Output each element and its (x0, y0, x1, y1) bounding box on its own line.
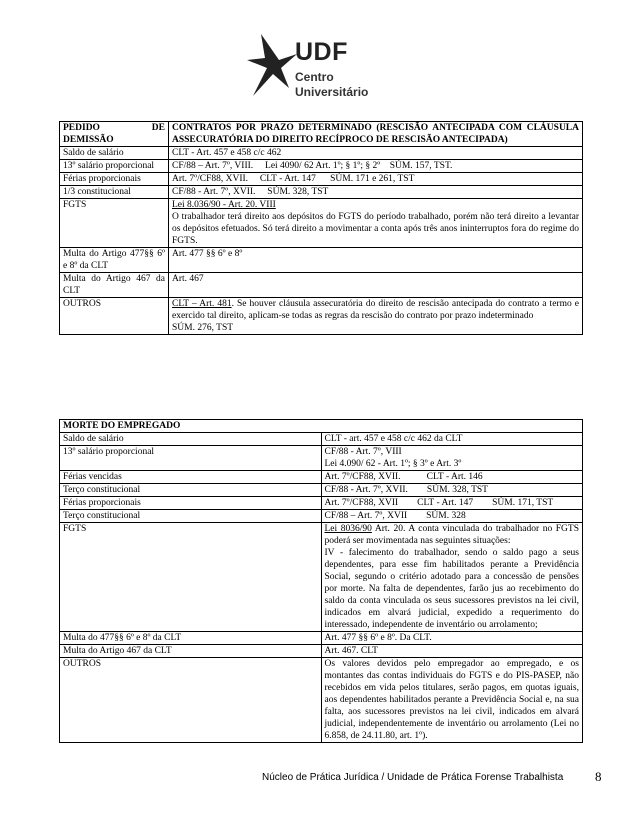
row-label: Multa do Artigo 467 da CLT (60, 645, 322, 658)
fgts-text: O trabalhador terá direito aos depósitos do FGTS do período trabalhado, porém não terá direito a levantar os depósitos efetuados. Só terá direito a movimentar a conta após três anos ininterruptos fora do regime do FGTS. (172, 212, 579, 246)
logo-line2: Universitário (295, 85, 369, 99)
row-value (169, 199, 583, 248)
table-row (60, 433, 583, 446)
table-row (60, 497, 583, 510)
fgts-text-2: IV - falecimento do trabalhador, sendo o saldo pago a seus dependentes, para esse fim habilitados perante a Previdência Social, segundo o critério adotado para a concessão de pensões por morte. Na falta de dependentes, farão jus ao recebimento do saldo da conta vinculada os seus sucessores previstos na lei civil, indicados em alvará judicial, expedido a requerimento do interessado, independente de inventário ou arrolamento; (324, 548, 579, 630)
row-value: CLT - Art. 457 e 458 c/c 462 (169, 147, 583, 160)
table-row (60, 173, 583, 186)
head-col1: PEDIDO DE DEMISSÃO (60, 122, 169, 147)
row-label: Férias vencidas (60, 471, 322, 484)
row-value: CF/88 - Art. 7º, XVII. SÚM. 328, TST (169, 186, 583, 199)
row-value (169, 298, 583, 335)
table-title: MORTE DO EMPREGADO (60, 420, 583, 433)
logo-line1: Centro (295, 70, 334, 84)
page-number: 8 (595, 769, 602, 784)
footer-text: Núcleo de Prática Jurídica / Unidade de Prática Forense Trabalhista (262, 772, 564, 783)
row-value: CLT - art. 457 e 458 c/c 462 da CLT (321, 433, 583, 446)
row-label: Saldo de salário (60, 433, 322, 446)
fgts-law-link: Lei 8036/90 (324, 524, 372, 534)
row-value: Os valores devidos pelo empregador ao empregado, e os montantes das contas individuais do FGTS e do PIS-PASEP, não recebidos em vida pelos titulares, serão pagos, em quotas iguais, aos dependentes habilitados perante a Previdência Social e, na sua falta, aos sucessores previstos na lei civil, indicados em alvará judicial, independentemente de inventário ou arrolamento (Lei no 6.858, de 24.11.80, art. 1º). (321, 658, 583, 743)
row-value-b: Lei 4.090/ 62 - Art. 1º; § 3º e Art. 3º (324, 459, 462, 469)
star-logo-icon (243, 30, 303, 110)
table-row (60, 248, 583, 273)
row-value: Art. 7º/CF88, XVII. CLT - Art. 147 SÚM. 171 e 261, TST (169, 173, 583, 186)
row-value: Art. 7º/CF88, XVII. CLT - Art. 146 (321, 471, 583, 484)
row-label: Multa do 477§§ 6º e 8º da CLT (60, 632, 322, 645)
table-row (60, 632, 583, 645)
outros-sum: SÚM. 276, TST (172, 323, 234, 333)
row-label: Multa do Artigo 467 da CLT (60, 273, 169, 298)
row-value-a: CF/88 - Art. 7º, VIII (324, 447, 402, 457)
row-label: Férias proporcionais (60, 173, 169, 186)
row-label: Férias proporcionais (60, 497, 322, 510)
row-value: Art. 467. CLT (321, 645, 583, 658)
row-value: Art. 7º/CF88, XVII CLT - Art. 147 SÚM. 171, TST (321, 497, 583, 510)
table-row (60, 510, 583, 523)
udf-logo (243, 30, 383, 110)
fgts-text: Art. 20. A conta vinculada do trabalhador no FGTS poderá ser movimentada nas seguintes situações: (324, 524, 579, 546)
table-row (60, 420, 583, 433)
row-value (321, 523, 583, 632)
row-label: FGTS (60, 199, 169, 248)
row-label: Terço constitucional (60, 510, 322, 523)
table-row (60, 298, 583, 335)
table-row (60, 471, 583, 484)
table-row (60, 160, 583, 173)
row-value: Art. 477 §§ 6º e 8º (169, 248, 583, 273)
clt-481-link: CLT – Art. 481 (172, 299, 232, 309)
logo-udf-text: UDF (295, 38, 348, 66)
table-row (60, 147, 583, 160)
row-label: Terço constitucional (60, 484, 322, 497)
table-row (60, 484, 583, 497)
pedido-demissao-table (59, 121, 583, 335)
row-value (321, 446, 583, 471)
row-label: 13º salário proporcional (60, 160, 169, 173)
outros-text: . Se houver cláusula assecuratória do direito de rescisão antecipada do contrato a termo e exercido tal direito, aplicam-se todas as regras da rescisão do contrato por prazo indeterminado (172, 299, 579, 321)
table-row (60, 645, 583, 658)
fgts-law-link: Lei 8.036/90 - Art. 20. VIII (172, 200, 276, 210)
row-value: CF/88 - Art. 7º, XVII. SÚM. 328, TST (321, 484, 583, 497)
row-label: 1/3 constitucional (60, 186, 169, 199)
row-value: CF/88 – Art. 7º, XVII SÚM. 328 (321, 510, 583, 523)
row-label: Saldo de salário (60, 147, 169, 160)
head-col2: CONTRATOS POR PRAZO DETERMINADO (RESCISÃO ANTECIPADA COM CLÁUSULA ASSECURATÓRIA DO DIREITO RECÍPROCO DE RESCISÃO ANTECIPADA) (169, 122, 583, 147)
row-value: Art. 477 §§ 6º e 8º. Da CLT. (321, 632, 583, 645)
row-label: OUTROS (60, 658, 322, 743)
row-label: Multa do Artigo 477§§ 6º e 8º da CLT (60, 248, 169, 273)
row-label: OUTROS (60, 298, 169, 335)
table-row (60, 273, 583, 298)
row-label: 13º salário proporcional (60, 446, 322, 471)
table-row (60, 658, 583, 743)
row-label: FGTS (60, 523, 322, 632)
table-row (60, 199, 583, 248)
table-row (60, 523, 583, 632)
table-row (60, 446, 583, 471)
morte-empregado-table (59, 419, 583, 743)
row-value: CF/88 – Art. 7º, VIII. Lei 4090/ 62 Art. 1º; § 1º; § 2º SÚM. 157, TST. (169, 160, 583, 173)
row-value: Art. 467 (169, 273, 583, 298)
table-row (60, 122, 583, 147)
table-row (60, 186, 583, 199)
